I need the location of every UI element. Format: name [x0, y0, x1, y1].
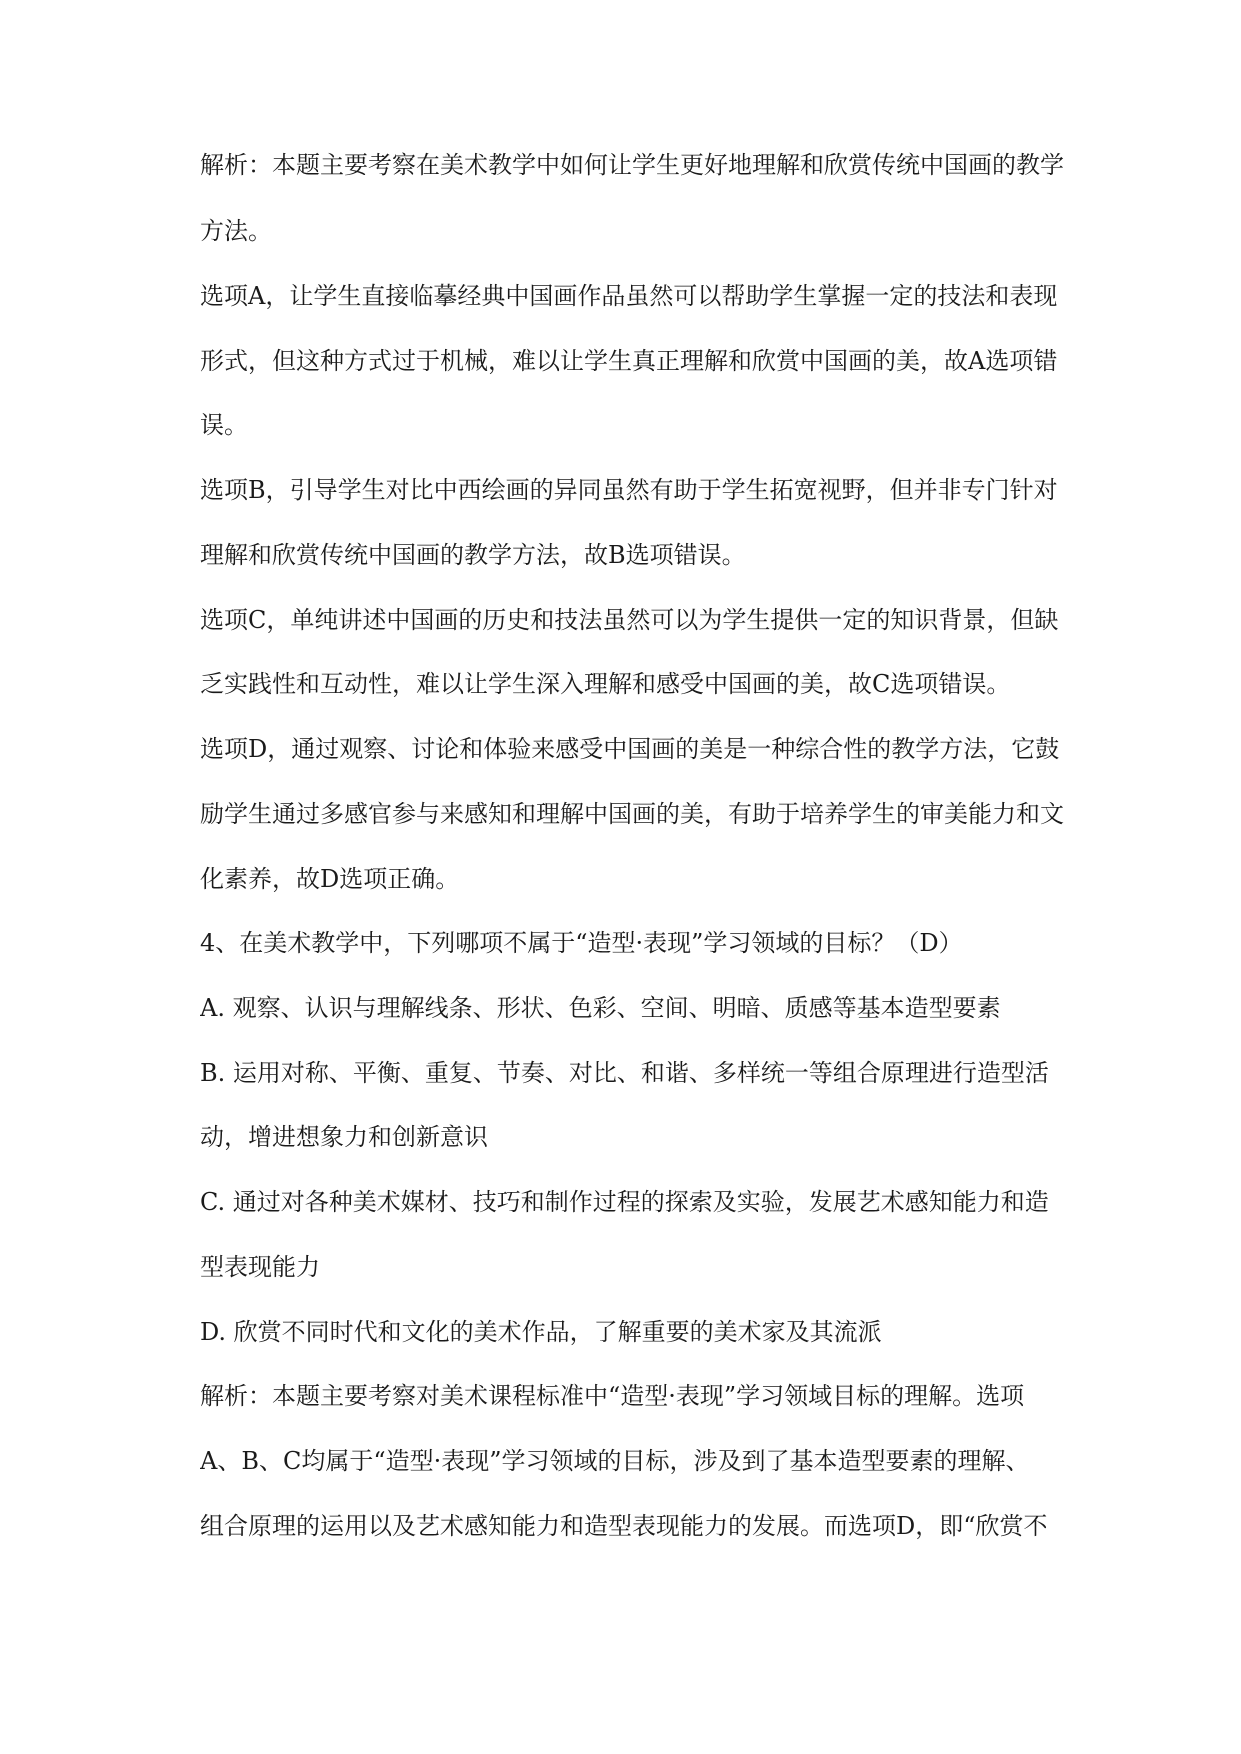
option-a-analysis-line-3: 误。: [200, 411, 248, 439]
option-c-analysis-line-2: 乏实践性和互动性，难以让学生深入理解和感受中国画的美，故C选项错误。: [200, 670, 1011, 698]
option-c-analysis-line-1: 选项C，单纯讲述中国画的历史和技法虽然可以为学生提供一定的知识背景，但缺: [200, 606, 1059, 634]
option-b-analysis-line-2: 理解和欣赏传统中国画的教学方法，故B选项错误。: [200, 541, 746, 569]
explanation-q4-line-1: 解析：本题主要考察对美术课程标准中“造型·表现”学习领域目标的理解。选项: [200, 1382, 1025, 1410]
question-4-stem: 4、在美术教学中，下列哪项不属于“造型·表现”学习领域的目标？（D）: [200, 929, 963, 957]
explanation-q4-line-3: 组合原理的运用以及艺术感知能力和造型表现能力的发展。而选项D，即“欣赏不: [200, 1512, 1048, 1540]
option-b-analysis-line-1: 选项B，引导学生对比中西绘画的异同虽然有助于学生拓宽视野，但并非专门针对: [200, 476, 1058, 504]
question-4-option-a: A. 观察、认识与理解线条、形状、色彩、空间、明暗、质感等基本造型要素: [200, 994, 1001, 1022]
explanation-q3-line-1: 解析：本题主要考察在美术教学中如何让学生更好地理解和欣赏传统中国画的教学: [200, 151, 1064, 179]
question-4-option-d: D. 欣赏不同时代和文化的美术作品，了解重要的美术家及其流派: [200, 1318, 882, 1346]
question-4-option-b-line-2: 动，增进想象力和创新意识: [200, 1123, 488, 1151]
option-a-analysis-line-2: 形式，但这种方式过于机械，难以让学生真正理解和欣赏中国画的美，故A选项错: [200, 347, 1058, 375]
question-4-option-c-line-1: C. 通过对各种美术媒材、技巧和制作过程的探索及实验，发展艺术感知能力和造: [200, 1188, 1049, 1216]
option-d-analysis-line-2: 励学生通过多感官参与来感知和理解中国画的美，有助于培养学生的审美能力和文: [200, 800, 1064, 828]
option-a-analysis-line-1: 选项A，让学生直接临摹经典中国画作品虽然可以帮助学生掌握一定的技法和表现: [200, 282, 1058, 310]
option-d-analysis-line-1: 选项D，通过观察、讨论和体验来感受中国画的美是一种综合性的教学方法，它鼓: [200, 735, 1060, 763]
question-4-option-b-line-1: B. 运用对称、平衡、重复、节奏、对比、和谐、多样统一等组合原理进行造型活: [200, 1059, 1049, 1087]
option-d-analysis-line-3: 化素养，故D选项正确。: [200, 865, 460, 893]
explanation-q4-line-2: A、B、C均属于“造型·表现”学习领域的目标，涉及到了基本造型要素的理解、: [200, 1447, 1030, 1475]
question-4-option-c-line-2: 型表现能力: [200, 1253, 320, 1281]
explanation-q3-line-2: 方法。: [200, 217, 272, 245]
